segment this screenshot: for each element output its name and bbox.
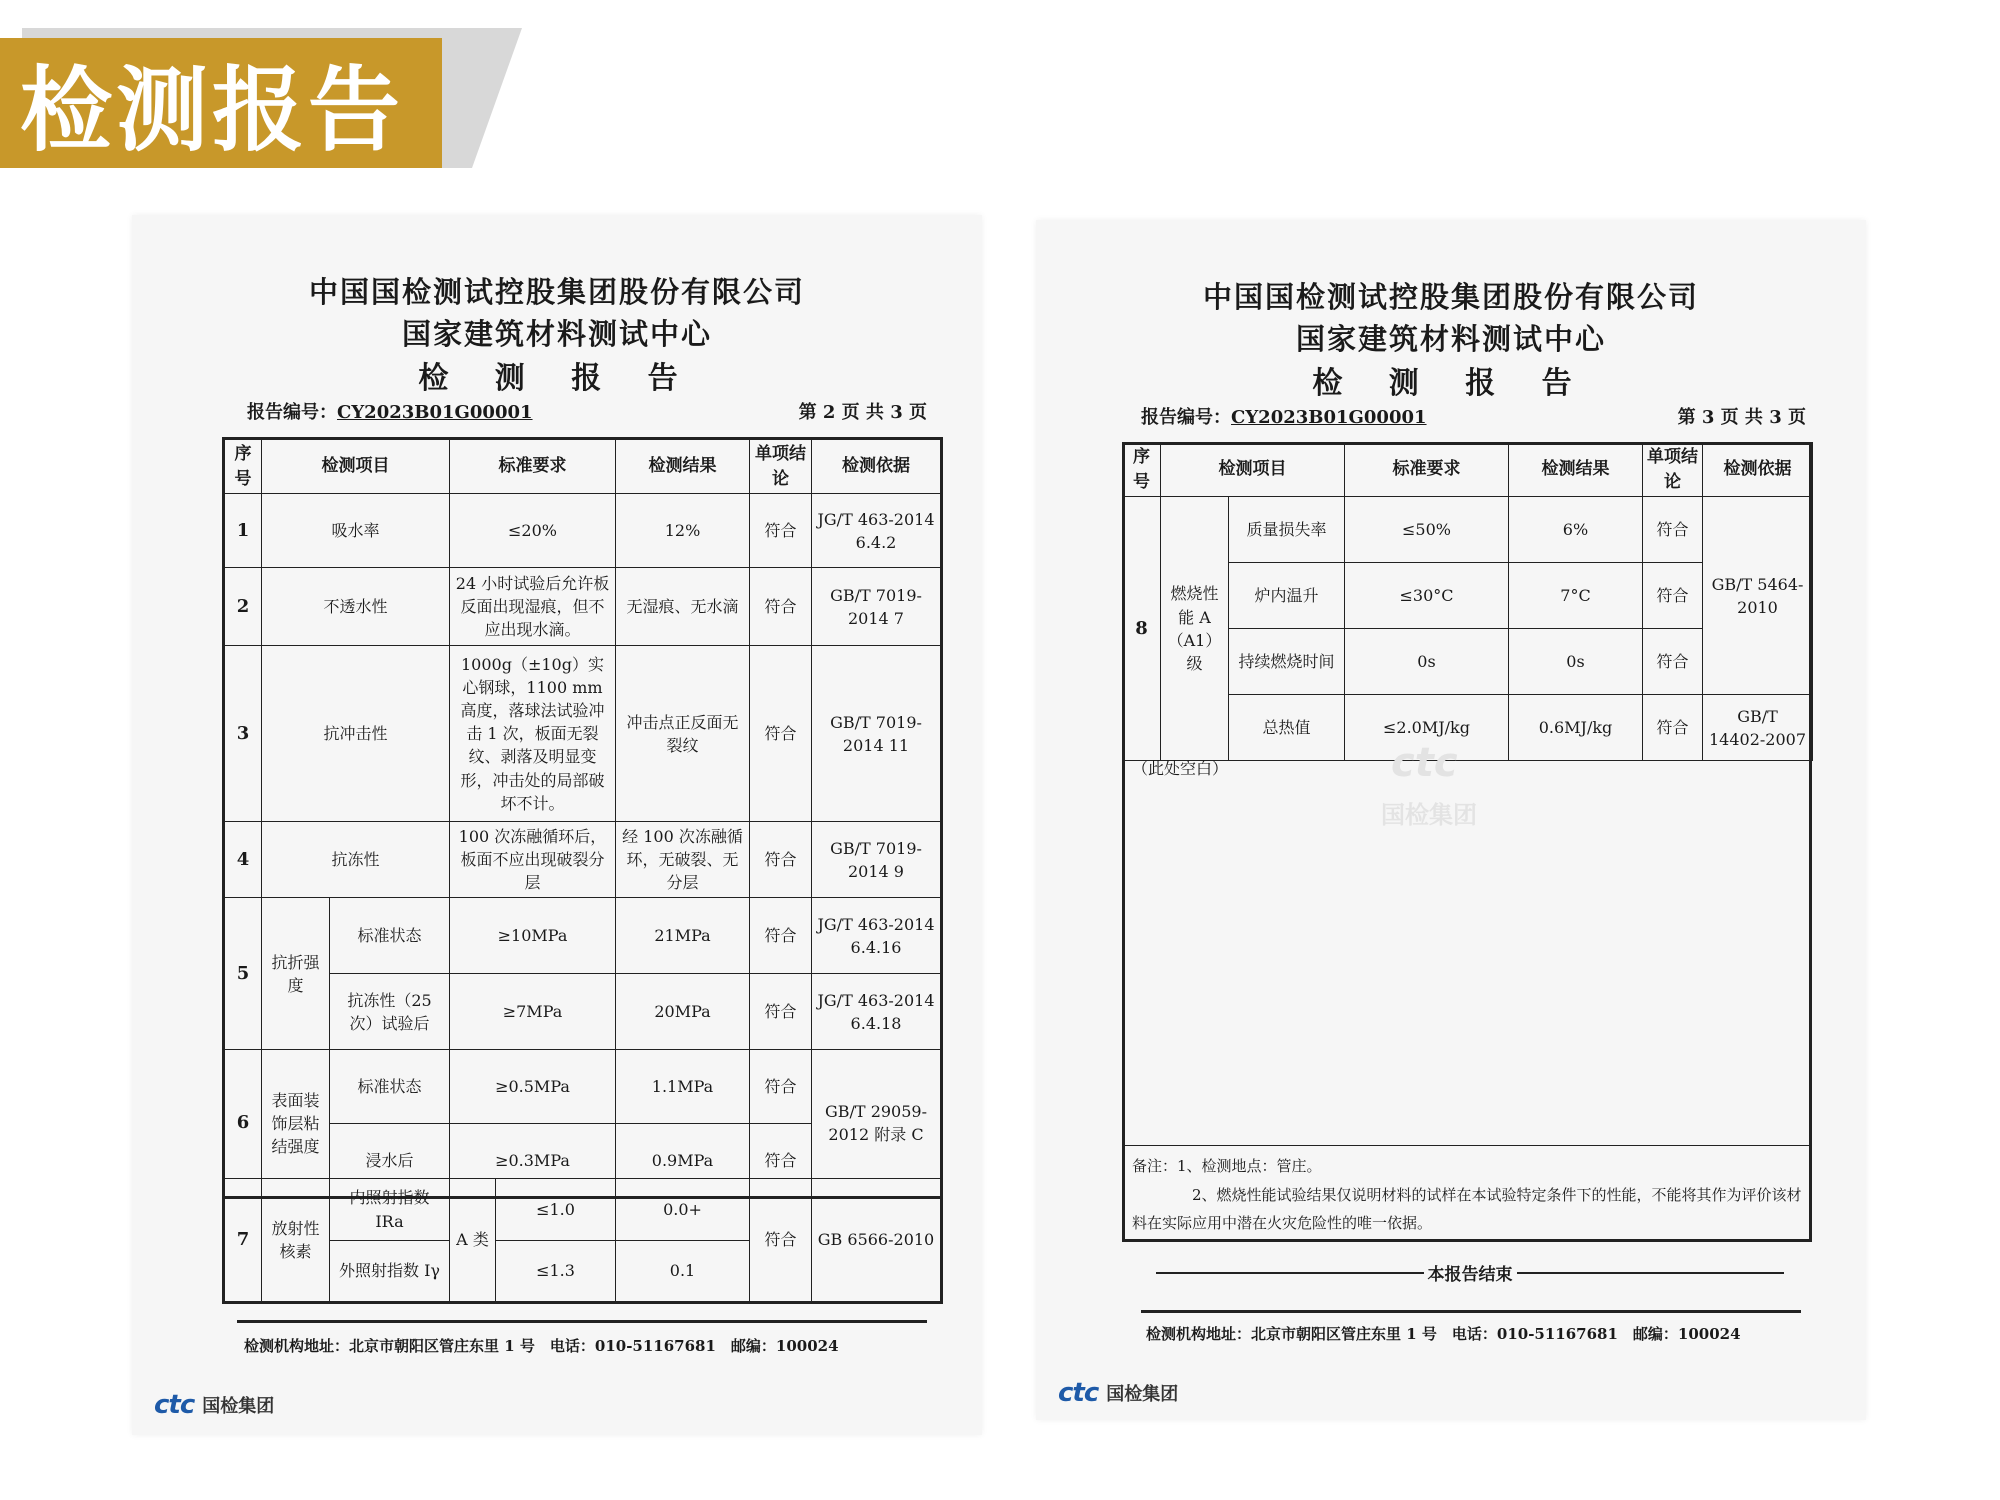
row-verdict: 符合 (750, 646, 812, 822)
col-verdict: 单项结论 (750, 439, 812, 494)
row-item: 表面装饰层粘结强度 (262, 1050, 330, 1198)
company-name: 中国国检测试控股集团股份有限公司 (1202, 280, 1699, 314)
remark-2: 2、燃烧性能试验结果仅说明材料的试样在本试验特定条件下的性能，不能将其作为评价该材料在实际应用中潜在火灾危险性的唯一依据。 (1132, 1185, 1802, 1232)
report-number (1141, 403, 1427, 429)
row-item: 放射性核素 (262, 1179, 330, 1303)
col-seq: 序号 (1123, 443, 1161, 497)
blank-note: （此处空白） (1132, 759, 1229, 778)
row-number: 8 (1123, 497, 1161, 761)
row-basis: GB/T 7019-2014 9 (812, 822, 942, 898)
row-basis: GB 6566-2010 (812, 1179, 942, 1303)
table-row (224, 974, 942, 1050)
row-standard: ≤30°C (1345, 563, 1509, 629)
lab-address: 检测机构地址：北京市朝阳区管庄东里 1 号 电话：010-51167681 邮编：100024 (244, 1337, 839, 1355)
table-row (224, 646, 942, 822)
row-subitem: 持续燃烧时间 (1229, 629, 1345, 695)
row-class: A 类 (450, 1179, 496, 1303)
row-result: 20MPa (616, 974, 750, 1050)
row-number: 1 (224, 494, 262, 568)
row-standard: ≥0.5MPa (450, 1050, 616, 1124)
report-number-value: CY2023B01G00001 (337, 402, 533, 423)
table-header-row (224, 439, 942, 494)
row-standard: ≤50% (1345, 497, 1509, 563)
row-standard: ≤1.3 (496, 1241, 616, 1303)
report-number-label: 报告编号： (1141, 407, 1231, 428)
row-number: 6 (224, 1050, 262, 1198)
ctc-logo-mark: ctc (1058, 1378, 1099, 1408)
row-number: 2 (224, 568, 262, 646)
table-row (224, 568, 942, 646)
ctc-logo-mark: ctc (154, 1390, 195, 1420)
col-item: 检测项目 (1161, 443, 1345, 497)
row-verdict: 符合 (750, 568, 812, 646)
banner-title: 检测报告 (20, 57, 405, 164)
row-basis: JG/T 463-2014 6.4.16 (812, 898, 942, 974)
col-standard: 标准要求 (450, 439, 616, 494)
col-standard: 标准要求 (1345, 443, 1509, 497)
row-subitem: 质量损失率 (1229, 497, 1345, 563)
row-verdict: 符合 (1643, 563, 1703, 629)
row-number: 5 (224, 898, 262, 1050)
row-basis: GB/T 14402-2007 (1703, 695, 1813, 761)
table-header-row (1123, 443, 1813, 497)
ctc-logo-text: 国检集团 (1106, 1384, 1179, 1405)
ctc-logo-text: 国检集团 (202, 1396, 275, 1417)
row-item: 燃烧性能 A（A1）级 (1161, 497, 1229, 761)
col-seq: 序号 (224, 439, 262, 494)
row-verdict: 符合 (1643, 497, 1703, 563)
row-subitem: 内照射指数 IRa (330, 1179, 450, 1241)
row-subitem: 浸水后 (330, 1124, 450, 1198)
row-result: 0.9MPa (616, 1124, 750, 1198)
row-result: 1.1MPa (616, 1050, 750, 1124)
remarks-divider (1122, 1145, 1812, 1146)
table-row (224, 1179, 942, 1241)
col-result: 检测结果 (1509, 443, 1643, 497)
row-result: 0.6MJ/kg (1509, 695, 1643, 761)
report-number-value: CY2023B01G00001 (1231, 407, 1427, 428)
report-end-text: 本报告结束 (1427, 1265, 1513, 1285)
row-number: 7 (224, 1179, 262, 1303)
col-verdict: 单项结论 (1643, 443, 1703, 497)
row-basis: JG/T 463-2014 6.4.18 (812, 974, 942, 1050)
row-subitem: 标准状态 (330, 898, 450, 974)
row-basis: GB/T 7019-2014 11 (812, 646, 942, 822)
table-row (224, 822, 942, 898)
col-basis: 检测依据 (1703, 443, 1813, 497)
row-basis: GB/T 29059-2012 附录 C (812, 1050, 942, 1198)
row-standard: ≤1.0 (496, 1179, 616, 1241)
report-end (1156, 1260, 1784, 1285)
row-result: 无湿痕、无水滴 (616, 568, 750, 646)
col-basis: 检测依据 (812, 439, 942, 494)
report-end-line-right (1517, 1272, 1785, 1274)
row-verdict: 符合 (750, 494, 812, 568)
col-result: 检测结果 (616, 439, 750, 494)
row-subitem: 标准状态 (330, 1050, 450, 1124)
row-verdict: 符合 (750, 822, 812, 898)
results-table (1122, 442, 1813, 761)
report-title: 检 测 报 告 (1312, 366, 1590, 401)
remark-1: 备注：1、检测地点：管庄。 (1132, 1157, 1322, 1175)
report-number-label: 报告编号： (247, 402, 337, 423)
table-row (224, 898, 942, 974)
row-result: 0.1 (616, 1241, 750, 1303)
ctc-logo (154, 1390, 274, 1420)
row-standard: ≤20% (450, 494, 616, 568)
row-result: 6% (1509, 497, 1643, 563)
table-row (224, 494, 942, 568)
row-verdict: 符合 (1643, 629, 1703, 695)
row-subitem: 外照射指数 Iγ (330, 1241, 450, 1303)
center-name: 国家建筑材料测试中心 (401, 317, 712, 351)
row-standard: ≥0.3MPa (450, 1124, 616, 1198)
report-page-2 (132, 215, 982, 1435)
ctc-logo (1058, 1378, 1178, 1408)
row-subitem: 炉内温升 (1229, 563, 1345, 629)
results-table (222, 437, 943, 1199)
row-verdict: 符合 (750, 1179, 812, 1303)
watermark-text: 国检集团 (1381, 801, 1477, 829)
row-standard: ≥7MPa (450, 974, 616, 1050)
page-info: 第 3 页 共 3 页 (1677, 407, 1806, 428)
table-row (224, 1050, 942, 1124)
row-result: 冲击点正反面无裂纹 (616, 646, 750, 822)
row-standard: ≥10MPa (450, 898, 616, 974)
row-standard: 100 次冻融循环后，板面不应出现破裂分层 (450, 822, 616, 898)
row-verdict: 符合 (750, 1050, 812, 1124)
row-subitem: 总热值 (1229, 695, 1345, 761)
row-standard: 0s (1345, 629, 1509, 695)
row-item: 抗折强度 (262, 898, 330, 1050)
row-verdict: 符合 (750, 898, 812, 974)
row-result: 0.0+ (616, 1179, 750, 1241)
company-name: 中国国检测试控股集团股份有限公司 (308, 275, 805, 309)
row-item: 抗冻性 (262, 822, 450, 898)
row-item: 不透水性 (262, 568, 450, 646)
row-subitem: 抗冻性（25 次）试验后 (330, 974, 450, 1050)
row-standard: ≤2.0MJ/kg (1345, 695, 1509, 761)
table-row (1123, 497, 1813, 563)
row-item: 吸水率 (262, 494, 450, 568)
report-title: 检 测 报 告 (418, 361, 696, 396)
results-table-row7 (222, 1178, 943, 1304)
watermark-logo: ctc (1391, 740, 1458, 786)
row-number: 4 (224, 822, 262, 898)
report-page-3 (1036, 220, 1866, 1420)
center-name: 国家建筑材料测试中心 (1295, 322, 1606, 356)
row-result: 12% (616, 494, 750, 568)
row-basis: GB/T 5464-2010 (1703, 497, 1813, 695)
footer-divider (1141, 1310, 1801, 1313)
page-info: 第 2 页 共 3 页 (798, 402, 927, 423)
col-item: 检测项目 (262, 439, 450, 494)
row-number: 3 (224, 646, 262, 822)
row-standard: 1000g（±10g）实心钢球，1100 mm 高度，落球法试验冲击 1 次，板面无裂纹、剥落及明显变形，冲击处的局部破坏不计。 (450, 646, 616, 822)
report-end-line-left (1156, 1272, 1424, 1274)
row-verdict: 符合 (1643, 695, 1703, 761)
row-result: 21MPa (616, 898, 750, 974)
row-result: 经 100 次冻融循环，无破裂、无分层 (616, 822, 750, 898)
row-basis: JG/T 463-2014 6.4.2 (812, 494, 942, 568)
row-item: 抗冲击性 (262, 646, 450, 822)
title-banner (0, 38, 442, 168)
row-result: 0s (1509, 629, 1643, 695)
row-verdict: 符合 (750, 974, 812, 1050)
row-standard: 24 小时试验后允许板反面出现湿痕，但不应出现水滴。 (450, 568, 616, 646)
footer-divider (237, 1320, 927, 1323)
row-verdict: 符合 (750, 1124, 812, 1198)
row-result: 7°C (1509, 563, 1643, 629)
report-number (247, 398, 533, 424)
lab-address: 检测机构地址：北京市朝阳区管庄东里 1 号 电话：010-51167681 邮编：100024 (1146, 1325, 1741, 1343)
remarks (1132, 1152, 1802, 1238)
row-basis: GB/T 7019-2014 7 (812, 568, 942, 646)
